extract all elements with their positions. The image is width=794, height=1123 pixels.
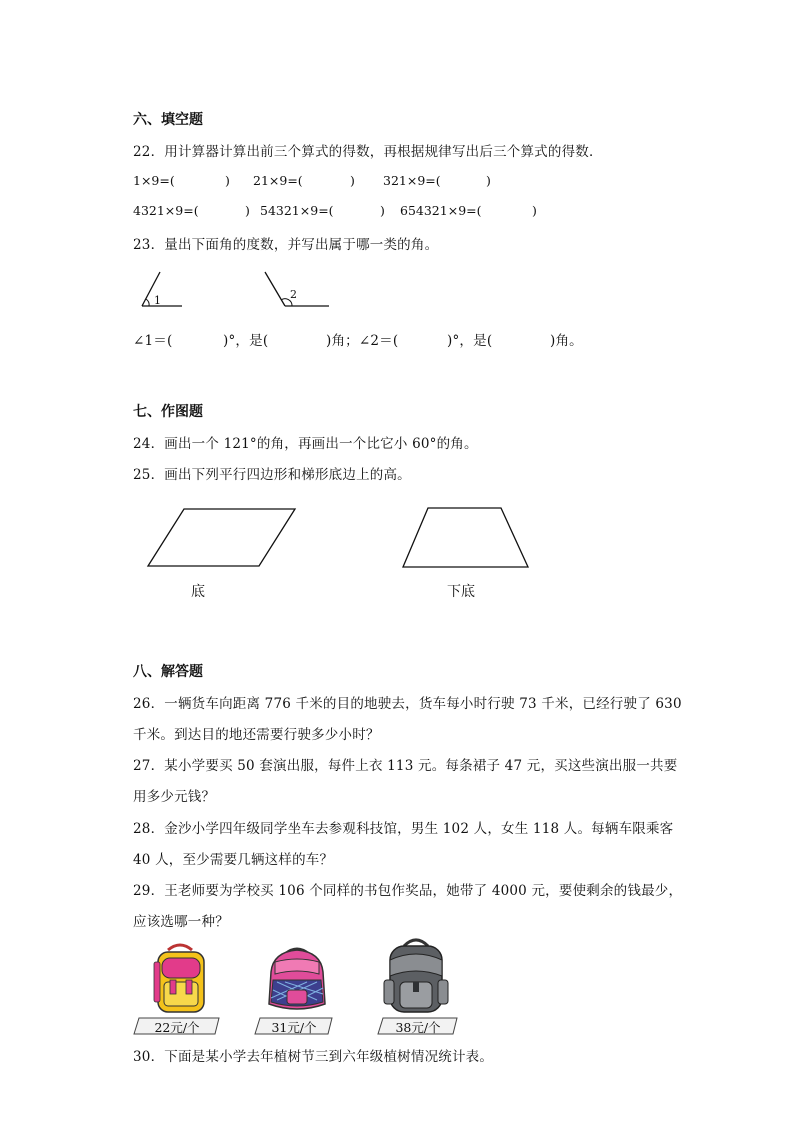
question-26-line2: 千米。到达目的地还需要行驶多少小时？ xyxy=(133,727,380,743)
angle-2-figure xyxy=(263,268,333,313)
angle-2-label: 2 xyxy=(290,288,297,301)
answer-part: )角。 xyxy=(550,333,583,349)
price-tag-bag-1 xyxy=(133,1017,221,1035)
parallelogram-base-label: 底 xyxy=(191,584,205,600)
question-27-line1: 27．某小学要买 50 套演出服，每件上衣 113 元。每条裙子 47 元，买这些演出服一共要 xyxy=(133,758,678,774)
expr-1x9: 1×9=( xyxy=(133,173,175,188)
answer-part: ∠1＝( xyxy=(133,333,173,349)
yellow-pink-backpack-icon xyxy=(150,940,210,1020)
question-30: 30．下面是某小学去年植树节三到六年级植树情况统计表。 xyxy=(133,1049,494,1065)
angle-1-figure xyxy=(140,268,200,313)
question-26-line1: 26．一辆货车向距离 776 千米的目的地驶去，货车每小时行驶 73 千米，已经行驶了 630 xyxy=(133,696,682,712)
question-24: 24．画出一个 121°的角，再画出一个比它小 60°的角。 xyxy=(133,436,478,452)
section-8-title: 八、解答题 xyxy=(133,664,203,680)
question-28-line1: 28．金沙小学四年级同学坐车去参观科技馆，男生 102 人，女生 118 人。每辆车限乘客 xyxy=(133,821,674,837)
answer-part: )°，是( xyxy=(447,333,493,349)
expr-321x9: 321×9=( xyxy=(383,173,441,188)
parallelogram-figure xyxy=(145,506,305,572)
question-25: 25．画出下列平行四边形和梯形底边上的高。 xyxy=(133,467,411,483)
expr-21x9: 21×9=( xyxy=(253,173,303,188)
blank-close: ) xyxy=(380,203,385,218)
price-bag-3: 38元/个 xyxy=(395,1020,441,1035)
section-6-title: 六、填空题 xyxy=(133,112,203,128)
answer-part: )°，是( xyxy=(223,333,269,349)
question-22: 22．用计算器计算出前三个算式的得数，再根据规律写出后三个算式的得数． xyxy=(133,144,603,160)
angle-1-label: 1 xyxy=(154,294,161,307)
trapezoid-base-label: 下底 xyxy=(447,584,475,600)
blank-close: ) xyxy=(532,203,537,218)
blank-close: ) xyxy=(350,173,355,188)
price-bag-1: 22元/个 xyxy=(154,1020,200,1035)
answer-part: )角；∠2＝( xyxy=(326,333,399,349)
question-29-line2: 应该选哪一种？ xyxy=(133,914,229,930)
expr-54321x9: 54321×9=( xyxy=(260,203,334,218)
question-23: 23．量出下面角的度数，并写出属于哪一类的角。 xyxy=(133,237,439,253)
expr-4321x9: 4321×9=( xyxy=(133,203,199,218)
price-tag-bag-2 xyxy=(254,1017,334,1035)
pink-plaid-backpack-icon xyxy=(263,942,333,1022)
expr-654321x9: 654321×9=( xyxy=(400,203,482,218)
price-tag-bag-3 xyxy=(377,1017,459,1035)
price-bag-2: 31元/个 xyxy=(271,1020,317,1035)
question-29-line1: 29．王老师要为学校买 106 个同样的书包作奖品，她带了 4000 元，要使剩余的钱最少， xyxy=(133,883,683,899)
question-28-line2: 40 人，至少需要几辆这样的车？ xyxy=(133,852,334,868)
section-7-title: 七、作图题 xyxy=(133,404,203,420)
blank-close: ) xyxy=(225,173,230,188)
question-27-line2: 用多少元钱？ xyxy=(133,789,216,805)
blank-close: ) xyxy=(486,173,491,188)
blank-close: ) xyxy=(245,203,250,218)
trapezoid-figure xyxy=(400,506,535,572)
gray-backpack-icon xyxy=(382,932,452,1022)
